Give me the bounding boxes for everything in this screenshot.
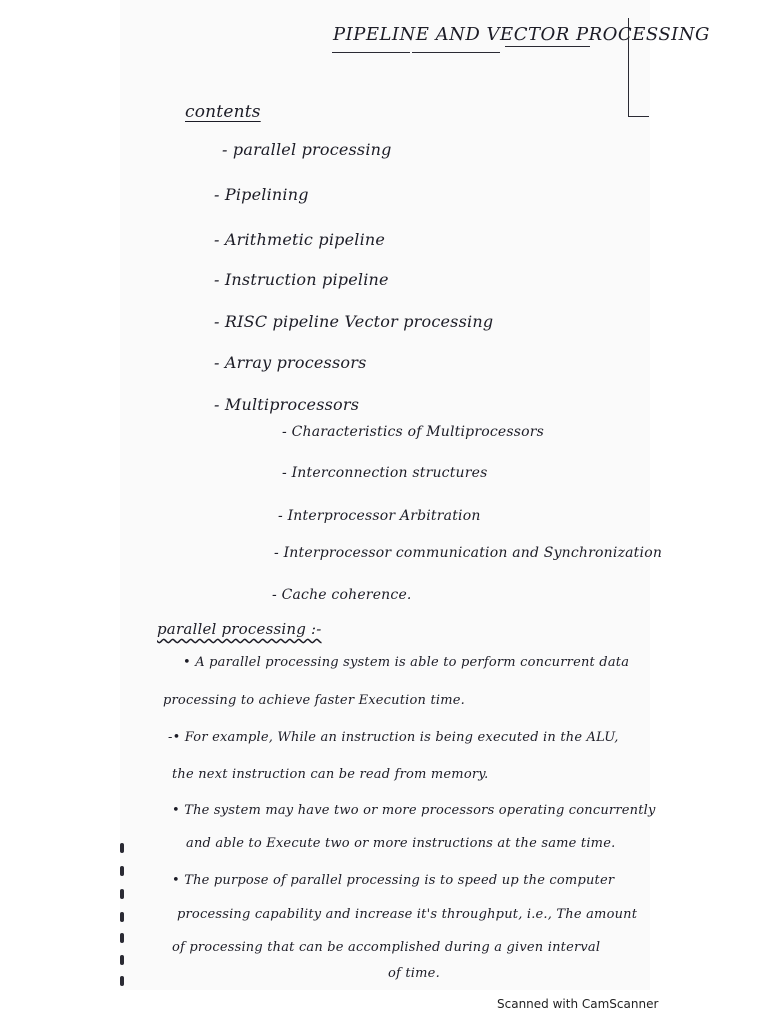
title-underline	[505, 46, 590, 47]
binding-mark	[120, 866, 124, 876]
multiprocessor-subitem: - Characteristics of Multiprocessors	[282, 424, 545, 440]
multiprocessor-subitem: - Interprocessor communication and Synchronization	[274, 545, 663, 561]
contents-item: - Arithmetic pipeline	[214, 230, 386, 249]
binding-mark	[120, 955, 124, 965]
binding-mark	[120, 976, 124, 986]
section-heading: parallel processing :-	[157, 620, 322, 638]
body-line: processing capability and increase it's throughput, i.e., The amount	[177, 907, 638, 922]
contents-item: - Array processors	[214, 353, 367, 372]
body-line: of processing that can be accomplished during a given interval	[172, 940, 601, 955]
contents-heading: contents	[185, 102, 261, 122]
binding-mark	[120, 889, 124, 899]
binding-mark	[120, 843, 124, 853]
body-line: the next instruction can be read from memory.	[172, 767, 489, 782]
title-underline	[332, 52, 410, 53]
contents-item: - RISC pipeline Vector processing	[214, 312, 494, 331]
contents-item: - parallel processing	[222, 140, 392, 159]
body-line: • A parallel processing system is able to perform concurrent data	[183, 655, 630, 670]
page-title: PIPELINE AND VECTOR PROCESSING	[333, 24, 710, 45]
binding-mark	[120, 912, 124, 922]
camscanner-watermark: Scanned with CamScanner	[497, 997, 659, 1011]
title-underline	[412, 52, 500, 53]
contents-item: - Instruction pipeline	[214, 270, 389, 289]
multiprocessor-subitem: - Interprocessor Arbitration	[278, 508, 481, 524]
body-line: • The system may have two or more processors operating concurrently	[172, 803, 656, 818]
body-line: -• For example, While an instruction is being executed in the ALU,	[168, 730, 619, 745]
multiprocessor-subitem: - Cache coherence.	[272, 587, 412, 603]
body-line: and able to Execute two or more instructions at the same time.	[186, 836, 616, 851]
body-line: • The purpose of parallel processing is to speed up the computer	[172, 873, 615, 888]
body-line: of time.	[388, 966, 440, 981]
binding-mark	[120, 933, 124, 943]
contents-item: - Multiprocessors	[214, 395, 360, 414]
multiprocessor-subitem: - Interconnection structures	[282, 465, 488, 481]
contents-item: - Pipelining	[214, 185, 309, 204]
body-line: processing to achieve faster Execution time.	[163, 693, 465, 708]
